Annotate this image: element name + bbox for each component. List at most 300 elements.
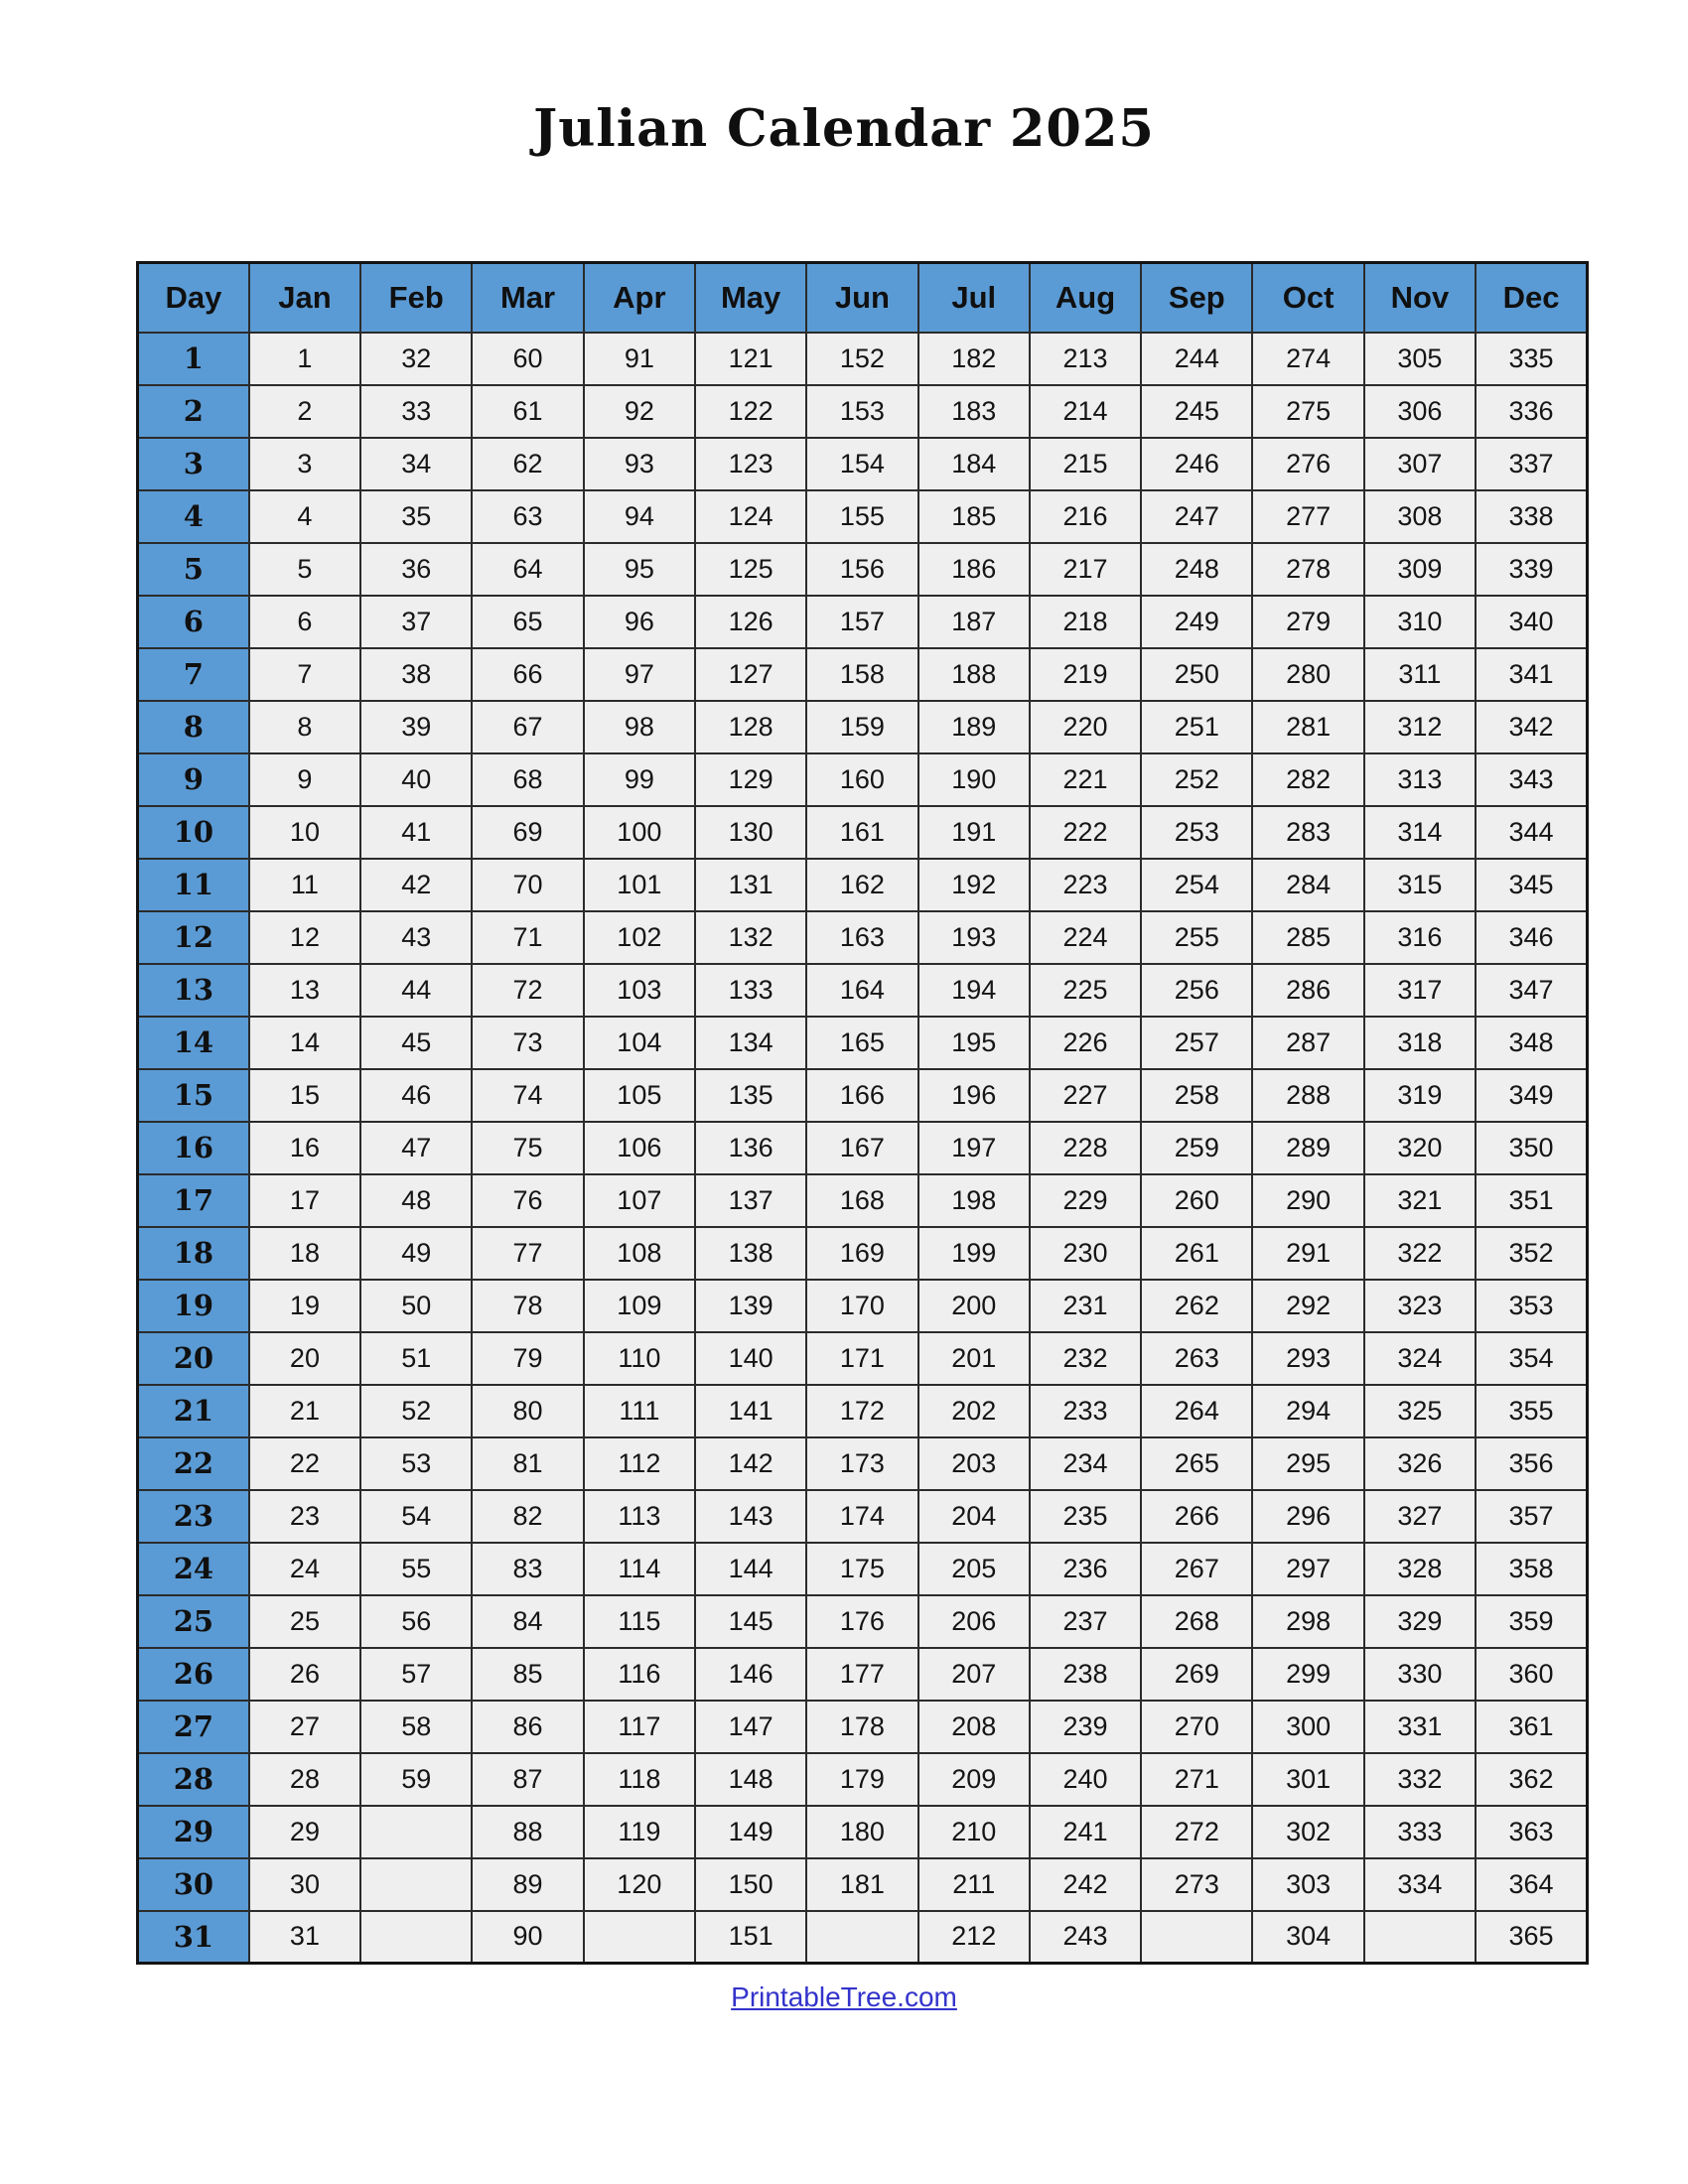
julian-cell [360,1911,472,1964]
day-cell: 20 [138,1332,249,1385]
julian-cell: 336 [1476,385,1587,438]
julian-cell: 240 [1030,1753,1141,1806]
julian-cell: 164 [806,964,917,1017]
julian-cell: 52 [360,1385,472,1437]
julian-cell: 223 [1030,859,1141,911]
julian-cell: 219 [1030,648,1141,701]
julian-cell: 361 [1476,1701,1587,1753]
julian-cell: 286 [1252,964,1363,1017]
julian-cell: 87 [472,1753,583,1806]
julian-cell: 70 [472,859,583,911]
julian-cell: 101 [584,859,695,911]
table-row [138,438,1588,490]
julian-cell: 154 [806,438,917,490]
julian-cell: 33 [360,385,472,438]
julian-cell: 4 [249,490,360,543]
julian-cell: 80 [472,1385,583,1437]
julian-cell: 92 [584,385,695,438]
julian-cell: 27 [249,1701,360,1753]
julian-cell: 208 [918,1701,1030,1753]
day-cell: 23 [138,1490,249,1543]
julian-cell: 333 [1364,1806,1476,1858]
julian-cell: 244 [1141,333,1252,385]
julian-cell: 201 [918,1332,1030,1385]
julian-cell: 174 [806,1490,917,1543]
julian-cell: 335 [1476,333,1587,385]
julian-cell: 128 [695,701,806,753]
julian-cell: 265 [1141,1437,1252,1490]
julian-cell: 351 [1476,1174,1587,1227]
table-header [138,263,1588,333]
julian-cell: 57 [360,1648,472,1701]
julian-cell: 1 [249,333,360,385]
table-row [138,385,1588,438]
julian-cell: 7 [249,648,360,701]
julian-cell: 73 [472,1017,583,1069]
table-row [138,1227,1588,1280]
julian-cell: 269 [1141,1648,1252,1701]
julian-calendar-table [136,261,1589,1965]
julian-cell: 231 [1030,1280,1141,1332]
julian-cell: 273 [1141,1858,1252,1911]
julian-cell: 141 [695,1385,806,1437]
julian-cell: 281 [1252,701,1363,753]
julian-cell: 245 [1141,385,1252,438]
julian-cell: 124 [695,490,806,543]
julian-cell: 299 [1252,1648,1363,1701]
julian-cell: 85 [472,1648,583,1701]
julian-cell: 327 [1364,1490,1476,1543]
table-row [138,1543,1588,1595]
julian-cell: 9 [249,753,360,806]
julian-cell: 311 [1364,648,1476,701]
month-header-sep: Sep [1141,263,1252,333]
julian-cell: 24 [249,1543,360,1595]
julian-cell: 268 [1141,1595,1252,1648]
julian-cell: 74 [472,1069,583,1122]
julian-cell: 84 [472,1595,583,1648]
julian-cell: 189 [918,701,1030,753]
julian-cell: 328 [1364,1543,1476,1595]
julian-cell: 50 [360,1280,472,1332]
julian-cell: 95 [584,543,695,596]
julian-cell: 249 [1141,596,1252,648]
julian-cell: 313 [1364,753,1476,806]
julian-cell: 258 [1141,1069,1252,1122]
julian-cell: 26 [249,1648,360,1701]
julian-cell: 345 [1476,859,1587,911]
julian-cell: 204 [918,1490,1030,1543]
julian-cell: 55 [360,1543,472,1595]
julian-cell: 312 [1364,701,1476,753]
julian-cell: 66 [472,648,583,701]
julian-cell: 302 [1252,1806,1363,1858]
day-cell: 30 [138,1858,249,1911]
table-row [138,911,1588,964]
julian-cell: 162 [806,859,917,911]
julian-cell: 218 [1030,596,1141,648]
julian-cell: 72 [472,964,583,1017]
julian-cell: 308 [1364,490,1476,543]
julian-cell: 257 [1141,1017,1252,1069]
julian-cell: 32 [360,333,472,385]
julian-cell: 19 [249,1280,360,1332]
julian-cell: 150 [695,1858,806,1911]
julian-cell: 161 [806,806,917,859]
table-row [138,859,1588,911]
julian-cell: 262 [1141,1280,1252,1332]
julian-cell: 230 [1030,1227,1141,1280]
julian-cell: 44 [360,964,472,1017]
julian-cell: 53 [360,1437,472,1490]
julian-cell: 29 [249,1806,360,1858]
month-header-mar: Mar [472,263,583,333]
julian-cell: 38 [360,648,472,701]
julian-cell: 236 [1030,1543,1141,1595]
julian-cell: 289 [1252,1122,1363,1174]
julian-cell: 242 [1030,1858,1141,1911]
day-cell: 31 [138,1911,249,1964]
day-cell: 25 [138,1595,249,1648]
julian-cell: 43 [360,911,472,964]
day-cell: 1 [138,333,249,385]
julian-cell: 167 [806,1122,917,1174]
julian-cell: 266 [1141,1490,1252,1543]
julian-cell: 275 [1252,385,1363,438]
julian-cell: 135 [695,1069,806,1122]
julian-cell: 195 [918,1017,1030,1069]
month-header-apr: Apr [584,263,695,333]
month-header-feb: Feb [360,263,472,333]
julian-cell: 107 [584,1174,695,1227]
julian-cell: 104 [584,1017,695,1069]
julian-cell: 114 [584,1543,695,1595]
table-row [138,701,1588,753]
julian-cell: 145 [695,1595,806,1648]
julian-cell: 343 [1476,753,1587,806]
julian-cell: 228 [1030,1122,1141,1174]
julian-cell: 305 [1364,333,1476,385]
julian-cell: 278 [1252,543,1363,596]
day-cell: 24 [138,1543,249,1595]
julian-cell: 17 [249,1174,360,1227]
julian-cell: 36 [360,543,472,596]
julian-cell: 317 [1364,964,1476,1017]
table-body [138,333,1588,1964]
julian-cell: 356 [1476,1437,1587,1490]
julian-cell: 232 [1030,1332,1141,1385]
table-row [138,1174,1588,1227]
julian-cell: 78 [472,1280,583,1332]
julian-cell: 290 [1252,1174,1363,1227]
julian-cell: 97 [584,648,695,701]
julian-cell: 168 [806,1174,917,1227]
julian-cell: 126 [695,596,806,648]
julian-cell: 348 [1476,1017,1587,1069]
julian-cell: 200 [918,1280,1030,1332]
julian-cell: 153 [806,385,917,438]
julian-cell: 260 [1141,1174,1252,1227]
day-cell: 3 [138,438,249,490]
julian-cell: 37 [360,596,472,648]
julian-cell: 358 [1476,1543,1587,1595]
julian-cell: 298 [1252,1595,1363,1648]
julian-cell: 295 [1252,1437,1363,1490]
table-row [138,1332,1588,1385]
julian-cell: 163 [806,911,917,964]
julian-cell: 3 [249,438,360,490]
julian-cell: 237 [1030,1595,1141,1648]
julian-cell: 41 [360,806,472,859]
julian-cell: 67 [472,701,583,753]
table-row [138,543,1588,596]
day-cell: 6 [138,596,249,648]
julian-cell: 170 [806,1280,917,1332]
julian-cell: 301 [1252,1753,1363,1806]
julian-cell: 193 [918,911,1030,964]
julian-cell: 263 [1141,1332,1252,1385]
julian-cell: 58 [360,1701,472,1753]
julian-cell: 117 [584,1701,695,1753]
julian-cell: 203 [918,1437,1030,1490]
julian-cell: 133 [695,964,806,1017]
julian-cell: 137 [695,1174,806,1227]
julian-cell: 310 [1364,596,1476,648]
table-row [138,1911,1588,1964]
table-row [138,753,1588,806]
day-cell: 26 [138,1648,249,1701]
julian-cell: 241 [1030,1806,1141,1858]
month-header-jul: Jul [918,263,1030,333]
page-title: Julian Calendar 2025 [533,99,1155,159]
table-row [138,1017,1588,1069]
julian-cell: 197 [918,1122,1030,1174]
julian-cell: 365 [1476,1911,1587,1964]
month-header-oct: Oct [1252,263,1363,333]
table-row [138,806,1588,859]
julian-cell: 123 [695,438,806,490]
julian-cell: 42 [360,859,472,911]
julian-cell: 259 [1141,1122,1252,1174]
julian-cell: 96 [584,596,695,648]
julian-cell: 248 [1141,543,1252,596]
julian-cell: 12 [249,911,360,964]
day-cell: 29 [138,1806,249,1858]
table-row [138,1280,1588,1332]
julian-cell [360,1858,472,1911]
julian-cell: 79 [472,1332,583,1385]
day-cell: 28 [138,1753,249,1806]
month-header-may: May [695,263,806,333]
julian-cell: 139 [695,1280,806,1332]
footer [0,1981,1688,2013]
julian-cell: 186 [918,543,1030,596]
julian-cell: 288 [1252,1069,1363,1122]
julian-cell: 115 [584,1595,695,1648]
julian-cell: 39 [360,701,472,753]
day-cell: 21 [138,1385,249,1437]
julian-cell: 46 [360,1069,472,1122]
julian-cell: 255 [1141,911,1252,964]
julian-cell: 291 [1252,1227,1363,1280]
julian-cell: 354 [1476,1332,1587,1385]
julian-cell [1364,1911,1476,1964]
julian-cell: 108 [584,1227,695,1280]
julian-cell: 134 [695,1017,806,1069]
julian-cell: 176 [806,1595,917,1648]
julian-cell: 181 [806,1858,917,1911]
julian-cell: 21 [249,1385,360,1437]
julian-cell: 6 [249,596,360,648]
julian-cell: 90 [472,1911,583,1964]
julian-cell: 47 [360,1122,472,1174]
julian-cell: 352 [1476,1227,1587,1280]
julian-cell: 64 [472,543,583,596]
julian-cell: 158 [806,648,917,701]
table-row [138,1648,1588,1701]
julian-cell: 30 [249,1858,360,1911]
day-cell: 18 [138,1227,249,1280]
julian-cell: 233 [1030,1385,1141,1437]
julian-cell: 88 [472,1806,583,1858]
julian-cell: 121 [695,333,806,385]
table-row [138,1753,1588,1806]
table-row [138,596,1588,648]
julian-cell: 198 [918,1174,1030,1227]
julian-cell: 76 [472,1174,583,1227]
day-cell: 12 [138,911,249,964]
julian-cell: 253 [1141,806,1252,859]
julian-cell: 339 [1476,543,1587,596]
julian-cell: 227 [1030,1069,1141,1122]
julian-cell: 8 [249,701,360,753]
julian-cell: 68 [472,753,583,806]
julian-cell: 103 [584,964,695,1017]
julian-cell: 122 [695,385,806,438]
julian-cell: 28 [249,1753,360,1806]
julian-cell: 321 [1364,1174,1476,1227]
table-row [138,1858,1588,1911]
julian-cell: 338 [1476,490,1587,543]
day-cell: 13 [138,964,249,1017]
julian-cell: 293 [1252,1332,1363,1385]
julian-cell: 221 [1030,753,1141,806]
julian-cell: 229 [1030,1174,1141,1227]
julian-cell: 235 [1030,1490,1141,1543]
month-header-dec: Dec [1476,263,1587,333]
julian-cell: 364 [1476,1858,1587,1911]
julian-cell: 82 [472,1490,583,1543]
printabletree-link[interactable]: PrintableTree.com [731,1981,957,2012]
month-header-jun: Jun [806,263,917,333]
julian-cell: 25 [249,1595,360,1648]
julian-cell: 91 [584,333,695,385]
julian-cell: 199 [918,1227,1030,1280]
julian-cell: 196 [918,1069,1030,1122]
julian-cell: 165 [806,1017,917,1069]
julian-cell: 341 [1476,648,1587,701]
julian-cell: 173 [806,1437,917,1490]
day-cell: 4 [138,490,249,543]
julian-cell: 130 [695,806,806,859]
julian-cell [584,1911,695,1964]
julian-cell: 209 [918,1753,1030,1806]
julian-cell: 65 [472,596,583,648]
julian-cell: 318 [1364,1017,1476,1069]
julian-cell: 63 [472,490,583,543]
julian-cell: 359 [1476,1595,1587,1648]
table-row [138,1490,1588,1543]
julian-cell: 113 [584,1490,695,1543]
julian-cell: 49 [360,1227,472,1280]
julian-cell: 94 [584,490,695,543]
julian-cell: 319 [1364,1069,1476,1122]
julian-cell: 222 [1030,806,1141,859]
julian-cell: 207 [918,1648,1030,1701]
julian-cell: 142 [695,1437,806,1490]
julian-cell: 332 [1364,1753,1476,1806]
julian-cell: 188 [918,648,1030,701]
julian-cell: 191 [918,806,1030,859]
julian-cell: 157 [806,596,917,648]
julian-cell: 246 [1141,438,1252,490]
julian-cell: 350 [1476,1122,1587,1174]
julian-cell: 18 [249,1227,360,1280]
julian-cell: 250 [1141,648,1252,701]
julian-cell: 337 [1476,438,1587,490]
julian-cell [360,1806,472,1858]
julian-cell: 98 [584,701,695,753]
month-header-jan: Jan [249,263,360,333]
julian-cell: 144 [695,1543,806,1595]
julian-cell: 89 [472,1858,583,1911]
julian-cell: 261 [1141,1227,1252,1280]
julian-cell: 349 [1476,1069,1587,1122]
julian-cell: 292 [1252,1280,1363,1332]
julian-cell: 215 [1030,438,1141,490]
julian-cell: 334 [1364,1858,1476,1911]
julian-cell: 99 [584,753,695,806]
day-cell: 22 [138,1437,249,1490]
julian-cell: 323 [1364,1280,1476,1332]
julian-cell: 217 [1030,543,1141,596]
day-cell: 19 [138,1280,249,1332]
julian-cell: 48 [360,1174,472,1227]
julian-cell: 116 [584,1648,695,1701]
julian-cell: 155 [806,490,917,543]
julian-cell: 31 [249,1911,360,1964]
julian-cell: 69 [472,806,583,859]
table-row [138,1122,1588,1174]
julian-cell: 205 [918,1543,1030,1595]
header-row [138,263,1588,333]
table-row [138,1069,1588,1122]
julian-cell: 152 [806,333,917,385]
julian-cell: 344 [1476,806,1587,859]
julian-cell: 16 [249,1122,360,1174]
julian-cell: 171 [806,1332,917,1385]
julian-cell: 304 [1252,1911,1363,1964]
julian-cell: 20 [249,1332,360,1385]
julian-cell: 213 [1030,333,1141,385]
julian-cell: 276 [1252,438,1363,490]
table-row [138,648,1588,701]
julian-cell: 270 [1141,1701,1252,1753]
julian-cell: 363 [1476,1806,1587,1858]
julian-cell: 234 [1030,1437,1141,1490]
julian-cell: 214 [1030,385,1141,438]
julian-cell: 342 [1476,701,1587,753]
